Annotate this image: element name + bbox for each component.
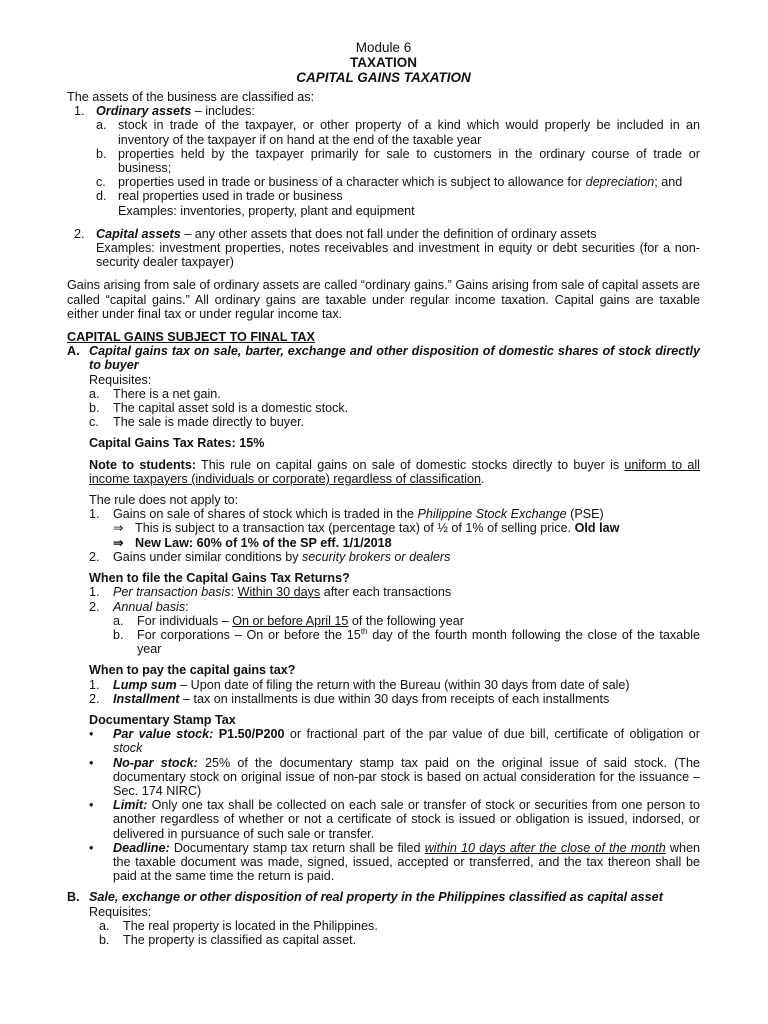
intro-text: The assets of the business are classified as: bbox=[67, 90, 315, 104]
section-a-body bbox=[67, 373, 700, 884]
list-item: • Limit: Only one tax shall be collected on each sale or transfer of stock or securities from one person to another regardless of whether or not a certificate of stock is issued or obligation is issued, indorsed, or delivered in pursuance of such sale or transfer. bbox=[89, 798, 700, 841]
capital-assets-item: 2. Capital assets – any other assets that does not fall under the definition of ordinary assets bbox=[74, 226, 597, 241]
requisites-label: Requisites: bbox=[89, 372, 152, 387]
document-page bbox=[67, 40, 700, 947]
final-tax-heading: CAPITAL GAINS SUBJECT TO FINAL TAX bbox=[67, 330, 315, 345]
arrow-line: ⇒ This is subject to a transaction tax (percentage tax) of ½ of 1% of selling price. Old law bbox=[113, 521, 620, 536]
list-item: 2. Gains under similar conditions by security brokers or dealers bbox=[89, 549, 451, 564]
rule-label: The rule does not apply to: bbox=[89, 493, 239, 508]
list-item: a. There is a net gain. bbox=[89, 386, 221, 401]
section-a-title: A. Capital gains tax on sale, barter, exchange and other disposition of domestic shares of stock directly to buyer bbox=[67, 344, 700, 373]
document-header bbox=[67, 40, 700, 85]
bullet-icon: • bbox=[89, 798, 94, 813]
bullet-icon: • bbox=[89, 840, 94, 855]
module-label: Module 6 bbox=[355, 40, 412, 55]
list-item: 2. Installment – tax on installments is due within 30 days from receipts of each installments bbox=[89, 691, 610, 706]
dst-heading: Documentary Stamp Tax bbox=[89, 712, 236, 727]
note-to-students: Note to students: This rule on capital gains on sale of domestic stocks directly to buyer is uniform to all income taxpayers (individuals or corporate) regardless of classification. bbox=[89, 457, 700, 486]
list-item: • No-par stock: 25% of the documentary stamp tax paid on the original issue of said stock. (The documentary stock on original issue of non-par stock is based on actual consideration for the issuance – Sec. 174 NIRC) bbox=[89, 755, 700, 798]
list-item: a. For individuals – On or before April 15 of the following year bbox=[113, 613, 464, 628]
list-item: 1. Per transaction basis: Within 30 days after each transactions bbox=[89, 585, 452, 600]
bullet-icon: • bbox=[89, 727, 94, 742]
file-heading: When to file the Capital Gains Tax Returns? bbox=[89, 571, 350, 586]
list-item: b. For corporations – On or before the 15th day of the fourth month following the close of the taxable year bbox=[113, 626, 700, 657]
ordinary-assets-item: 1. Ordinary assets – includes: bbox=[74, 104, 255, 119]
list-item: 1. Gains on sale of shares of stock which is traded in the Philippine Stock Exchange (PSE) bbox=[89, 507, 604, 522]
capital-examples: Examples: investment properties, notes receivables and investment in equity or debt securities (for a non-security dealer taxpayer) bbox=[96, 241, 700, 270]
list-item: 1. Lump sum – Upon date of filing the return with the Bureau (within 30 days from date of sale) bbox=[89, 677, 630, 692]
ordinary-assets-sublist bbox=[67, 118, 700, 217]
list-item: • Deadline: Documentary stamp tax return shall be filed within 10 days after the close of the month when the taxable document was made, signed, issued, accepted or transferred, and the tax thereon shall be paid at the same time the return is paid. bbox=[89, 840, 700, 884]
ordinary-examples: Examples: inventories, property, plant and equipment bbox=[118, 203, 415, 218]
list-item: a. The real property is located in the Philippines. bbox=[99, 918, 378, 933]
list-item: b. The capital asset sold is a domestic stock. bbox=[89, 401, 349, 416]
ordinary-assets-label: Ordinary assets bbox=[96, 104, 192, 119]
section-b-body bbox=[67, 905, 700, 948]
rates-label: Capital Gains Tax Rates: 15% bbox=[89, 436, 265, 451]
list-item: a. stock in trade of the taxpayer, or other property of a kind which would properly be included in an inventory of the taxpayer if on hand at the end of the taxable year bbox=[96, 118, 700, 147]
list-item: b. properties held by the taxpayer primarily for sale to customers in the ordinary course of trade or business; bbox=[96, 146, 700, 176]
requisites-label: Requisites: bbox=[89, 904, 152, 919]
subject-title: TAXATION bbox=[350, 55, 417, 70]
list-item: d. real properties used in trade or business bbox=[96, 189, 343, 204]
arrow-line: ⇒ New Law: 60% of 1% of the SP eff. 1/1/2018 bbox=[113, 535, 392, 550]
pay-heading: When to pay the capital gains tax? bbox=[89, 663, 296, 678]
gains-paragraph: Gains arising from sale of ordinary assets are called “ordinary gains.” Gains arising from sale of capital assets are called “capital gains.” All ordinary gains are taxable under regular income taxation. Capital gains are taxable either under final tax or under regular income tax. bbox=[67, 278, 700, 321]
topic-title: CAPITAL GAINS TAXATION bbox=[296, 70, 471, 85]
section-b-title: B. Sale, exchange or other disposition of real property in the Philippines classified as capital asset bbox=[67, 890, 663, 905]
list-item: b. The property is classified as capital asset. bbox=[99, 932, 357, 947]
bullet-icon: • bbox=[89, 755, 94, 770]
capital-assets-label: Capital assets bbox=[96, 226, 181, 241]
arrow-icon: ⇒ bbox=[113, 521, 124, 536]
list-item: c. The sale is made directly to buyer. bbox=[89, 415, 305, 430]
list-item: c. properties used in trade or business of a character which is subject to allowance for depreciation; and bbox=[96, 175, 683, 190]
list-item: 2. Annual basis: bbox=[89, 599, 189, 614]
arrow-icon: ⇒ bbox=[113, 535, 124, 550]
list-item: • Par value stock: P1.50/P200 or fractional part of the par value of due bill, certificate of obligation or stock bbox=[89, 727, 700, 756]
